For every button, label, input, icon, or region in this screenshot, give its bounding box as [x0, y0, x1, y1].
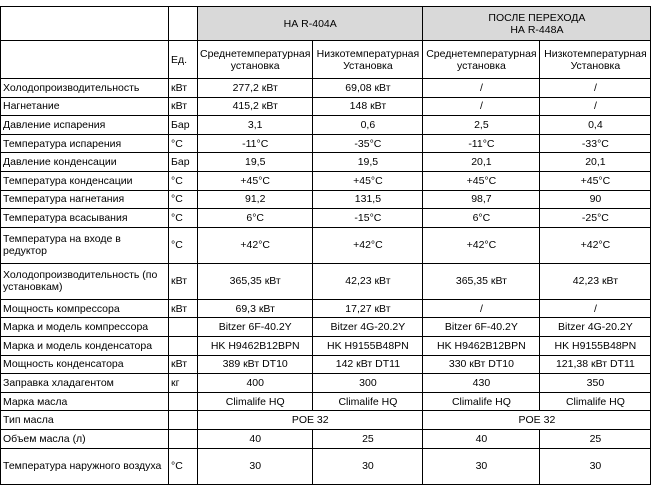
table-row	[1, 209, 651, 228]
value-cell: 91,2	[198, 190, 313, 209]
value-cell: -33°C	[540, 134, 651, 153]
value-cell: 30	[540, 448, 651, 484]
unit-column-header: Ед.	[169, 41, 198, 79]
row-label: Объем масла (л)	[1, 429, 169, 448]
value-cell: HK H9462B12BPN	[423, 336, 540, 355]
value-cell: POE 32	[198, 411, 423, 430]
row-unit: кг	[169, 374, 198, 393]
row-label: Марка масла	[1, 392, 169, 411]
value-cell: /	[423, 79, 540, 98]
value-cell: 69,3 кВт	[198, 299, 313, 318]
value-cell: 2,5	[423, 116, 540, 135]
table-row	[1, 448, 651, 484]
row-unit	[169, 336, 198, 355]
value-cell: Bitzer 4G-20.2Y	[540, 318, 651, 337]
value-cell: +42°C	[313, 227, 423, 263]
value-cell: Climalife HQ	[313, 392, 423, 411]
value-cell: Bitzer 6F-40.2Y	[423, 318, 540, 337]
value-cell: 415,2 кВт	[198, 97, 313, 116]
table-row	[1, 355, 651, 374]
value-cell: 430	[423, 374, 540, 393]
sub-header-lt-404: Низкотемпературная Установка	[313, 41, 423, 79]
value-cell: -11°C	[198, 134, 313, 153]
value-cell: HK H9462B12BPN	[198, 336, 313, 355]
row-label: Мощность компрессора	[1, 299, 169, 318]
table-row	[1, 153, 651, 172]
value-cell: 6°C	[198, 209, 313, 228]
value-cell: Bitzer 6F-40.2Y	[198, 318, 313, 337]
value-cell: 0,4	[540, 116, 651, 135]
row-label: Давление испарения	[1, 116, 169, 135]
group-header-row	[1, 7, 651, 41]
value-cell: 19,5	[313, 153, 423, 172]
value-cell: +42°C	[423, 227, 540, 263]
value-cell: 142 кВт DT11	[313, 355, 423, 374]
sub-header-mt-448: Среднетемпературная установка	[423, 41, 540, 79]
table-row	[1, 227, 651, 263]
value-cell: -25°C	[540, 209, 651, 228]
row-unit	[169, 392, 198, 411]
value-cell: 25	[313, 429, 423, 448]
table-row	[1, 299, 651, 318]
sub-header-lt-448: Низкотемпературная Установка	[540, 41, 651, 79]
row-label: Температура наружного воздуха	[1, 448, 169, 484]
sub-header-row	[1, 41, 651, 79]
table-row	[1, 134, 651, 153]
value-cell: 277,2 кВт	[198, 79, 313, 98]
value-cell: 19,5	[198, 153, 313, 172]
row-label: Холодопроизводительность	[1, 79, 169, 98]
value-cell: -11°C	[423, 134, 540, 153]
value-cell: 131,5	[313, 190, 423, 209]
empty-corner-cell	[169, 7, 198, 41]
row-label: Заправка хладагентом	[1, 374, 169, 393]
row-unit: кВт	[169, 299, 198, 318]
table-row	[1, 79, 651, 98]
row-unit: °C	[169, 209, 198, 228]
row-unit	[169, 429, 198, 448]
row-label: Температура конденсации	[1, 171, 169, 190]
value-cell: +42°C	[540, 227, 651, 263]
value-cell: /	[423, 299, 540, 318]
value-cell: 20,1	[423, 153, 540, 172]
value-cell: +42°C	[198, 227, 313, 263]
row-unit: Бар	[169, 116, 198, 135]
value-cell: 365,35 кВт	[423, 263, 540, 299]
value-cell: -35°C	[313, 134, 423, 153]
row-label: Температура всасывания	[1, 209, 169, 228]
value-cell: 30	[313, 448, 423, 484]
row-unit: °C	[169, 171, 198, 190]
value-cell: Climalife HQ	[423, 392, 540, 411]
value-cell: 40	[423, 429, 540, 448]
empty-corner-cell	[1, 7, 169, 41]
table-row	[1, 116, 651, 135]
value-cell: -15°C	[313, 209, 423, 228]
row-unit: °C	[169, 227, 198, 263]
value-cell: 30	[198, 448, 313, 484]
value-cell: 121,38 кВт DT11	[540, 355, 651, 374]
value-cell: 350	[540, 374, 651, 393]
table-row	[1, 411, 651, 430]
value-cell: Bitzer 4G-20.2Y	[313, 318, 423, 337]
row-label: Температура на входе в редуктор	[1, 227, 169, 263]
value-cell: 365,35 кВт	[198, 263, 313, 299]
value-cell: 148 кВт	[313, 97, 423, 116]
value-cell: 98,7	[423, 190, 540, 209]
value-cell: 25	[540, 429, 651, 448]
row-unit	[169, 318, 198, 337]
value-cell: 17,27 кВт	[313, 299, 423, 318]
group-header-r448a-line2: НА R-448A	[510, 23, 564, 36]
table-row	[1, 318, 651, 337]
group-header-r404a: НА R-404A	[198, 7, 423, 41]
row-label: Нагнетание	[1, 97, 169, 116]
sub-header-mt-404: Среднетемпературная установка	[198, 41, 313, 79]
row-label: Температура нагнетания	[1, 190, 169, 209]
row-label: Давление конденсации	[1, 153, 169, 172]
table-row	[1, 374, 651, 393]
table-row	[1, 263, 651, 299]
value-cell: +45°C	[313, 171, 423, 190]
value-cell: 330 кВт DT10	[423, 355, 540, 374]
value-cell: 40	[198, 429, 313, 448]
row-label: Тип масла	[1, 411, 169, 430]
row-unit: кВт	[169, 97, 198, 116]
value-cell: HK H9155B48PN	[313, 336, 423, 355]
empty-label-header	[1, 41, 169, 79]
value-cell: HK H9155B48PN	[540, 336, 651, 355]
group-header-r448a	[423, 7, 651, 41]
value-cell: /	[540, 97, 651, 116]
value-cell: +45°C	[198, 171, 313, 190]
row-unit: Бар	[169, 153, 198, 172]
table-row	[1, 429, 651, 448]
row-unit: °C	[169, 190, 198, 209]
row-unit: кВт	[169, 79, 198, 98]
value-cell: 42,23 кВт	[313, 263, 423, 299]
value-cell: 3,1	[198, 116, 313, 135]
value-cell: 30	[423, 448, 540, 484]
value-cell: 20,1	[540, 153, 651, 172]
row-unit	[169, 411, 198, 430]
value-cell: +45°C	[423, 171, 540, 190]
row-unit: °C	[169, 448, 198, 484]
value-cell: 300	[313, 374, 423, 393]
row-label: Марка и модель конденсатора	[1, 336, 169, 355]
value-cell: 6°C	[423, 209, 540, 228]
value-cell: POE 32	[423, 411, 651, 430]
table-row	[1, 336, 651, 355]
row-unit: кВт	[169, 263, 198, 299]
value-cell: /	[540, 79, 651, 98]
row-unit: °C	[169, 134, 198, 153]
value-cell: 389 кВт DT10	[198, 355, 313, 374]
row-label: Марка и модель компрессора	[1, 318, 169, 337]
row-unit: кВт	[169, 355, 198, 374]
value-cell: 69,08 кВт	[313, 79, 423, 98]
table-row	[1, 97, 651, 116]
value-cell: 42,23 кВт	[540, 263, 651, 299]
table-row	[1, 392, 651, 411]
table-row	[1, 190, 651, 209]
value-cell: Climalife HQ	[540, 392, 651, 411]
value-cell: 0,6	[313, 116, 423, 135]
value-cell: Climalife HQ	[198, 392, 313, 411]
table-row	[1, 171, 651, 190]
row-label: Мощность конденсатора	[1, 355, 169, 374]
value-cell: /	[540, 299, 651, 318]
group-header-r448a-line1: ПОСЛЕ ПЕРЕХОДА	[488, 11, 586, 24]
refrigerant-comparison-table	[0, 6, 651, 485]
row-label: Температура испарения	[1, 134, 169, 153]
value-cell: 90	[540, 190, 651, 209]
value-cell: /	[423, 97, 540, 116]
row-label: Холодопроизводительность (по установкам)	[1, 263, 169, 299]
value-cell: +45°C	[540, 171, 651, 190]
value-cell: 400	[198, 374, 313, 393]
